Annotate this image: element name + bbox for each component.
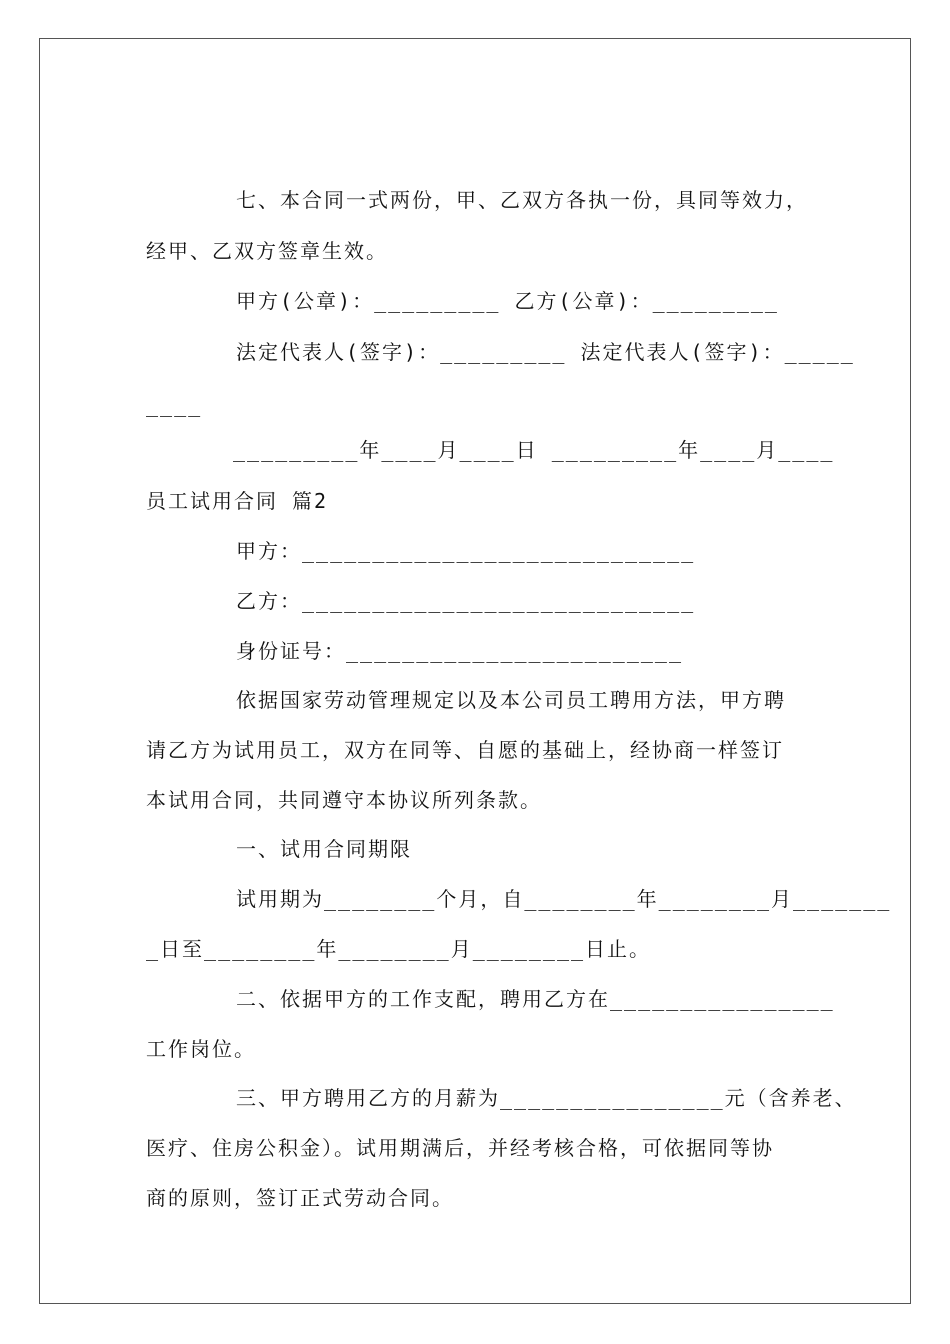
seal-line: 甲方(公章)：_________ 乙方(公章)：_________ <box>236 289 779 313</box>
clause-2-line-2: 工作岗位。 <box>146 1037 256 1061</box>
clause-7-line-1: 七、本合同一式两份，甲、乙双方各执一份，具同等效力， <box>236 188 808 212</box>
preamble-line-2: 请乙方为试用员工，双方在同等、自愿的基础上，经协商一样签订 <box>146 738 784 762</box>
legal-rep-line: 法定代表人(签字)：_________ 法定代表人(签字)：_____ <box>236 340 855 364</box>
party-a-field: 甲方：____________________________ <box>236 539 696 563</box>
preamble-line-3: 本试用合同，共同遵守本协议所列条款。 <box>146 788 542 812</box>
clause-3-line-2: 医疗、住房公积金）。试用期满后，并经考核合格，可依据同等协 <box>146 1136 774 1160</box>
page-border <box>39 38 911 1304</box>
date-line: _________年____月____日 _________年____月____ <box>233 438 835 462</box>
probation-period-line-2: _日至________年________月________日止。 <box>146 937 652 961</box>
party-b-field: 乙方：____________________________ <box>236 589 696 613</box>
section-title: 员工试用合同 篇2 <box>146 489 329 513</box>
clause-1-heading: 一、试用合同期限 <box>236 837 412 861</box>
clause-2-line-1: 二、依据甲方的工作支配，聘用乙方在________________ <box>236 987 835 1011</box>
preamble-line-1: 依据国家劳动管理规定以及本公司员工聘用方法，甲方聘 <box>236 688 786 712</box>
clause-7-line-2: 经甲、乙双方签章生效。 <box>146 239 388 263</box>
legal-rep-line-cont: ____ <box>146 393 203 417</box>
clause-3-line-1: 三、甲方聘用乙方的月薪为________________元（含养老、 <box>236 1086 857 1110</box>
id-number-field: 身份证号：________________________ <box>236 639 683 663</box>
clause-3-line-3: 商的原则，签订正式劳动合同。 <box>146 1186 454 1210</box>
probation-period-line-1: 试用期为________个月，自________年________月_______ <box>236 887 892 911</box>
